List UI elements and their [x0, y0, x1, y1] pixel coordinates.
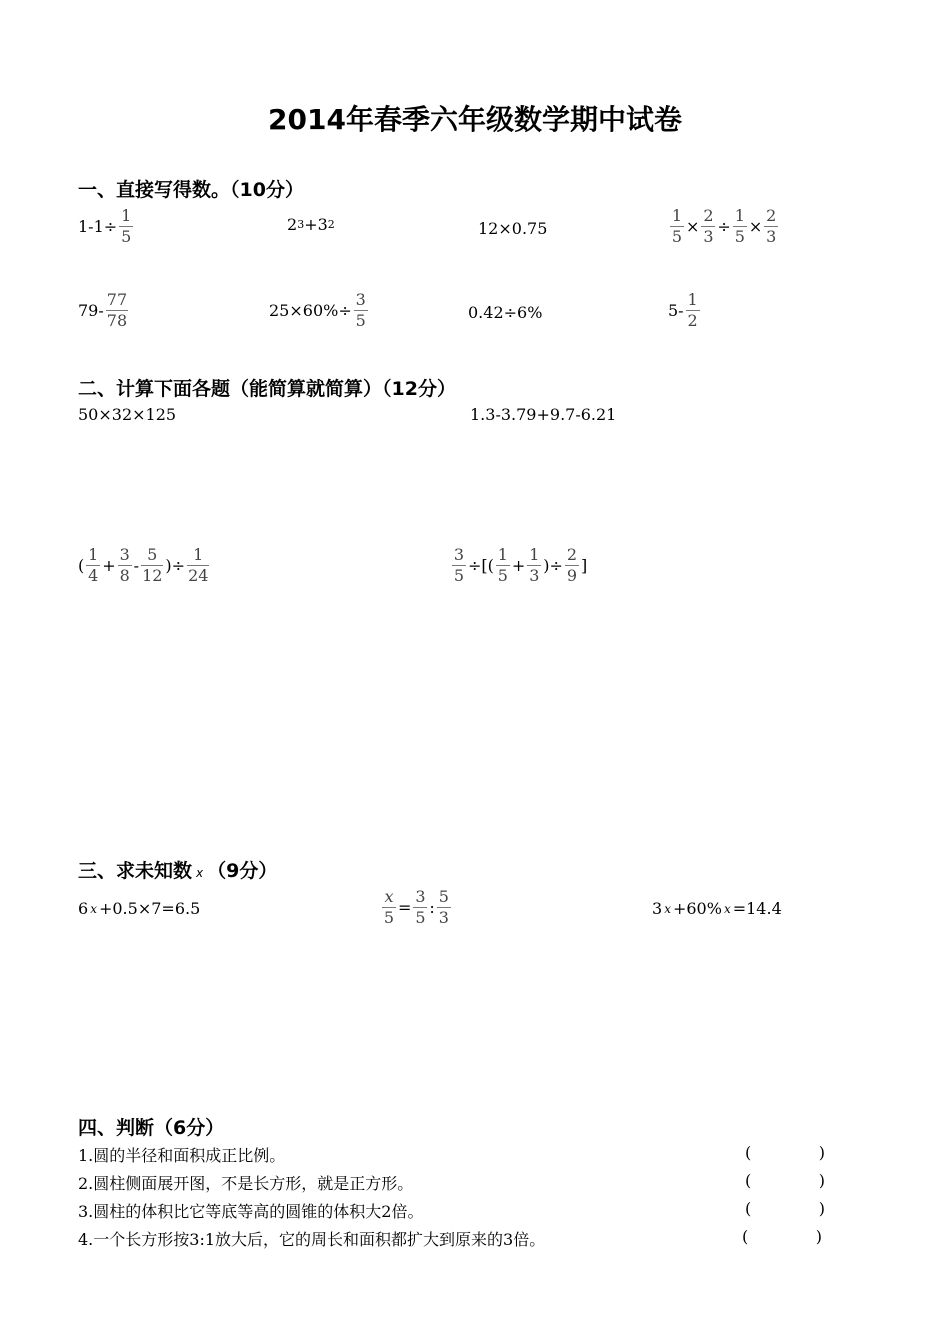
section-3-heading-var: x	[196, 866, 204, 880]
q2-d-fraction-3	[527, 546, 541, 585]
q2-d-fraction-2	[496, 546, 510, 585]
numerator: 1	[734, 206, 745, 225]
q2-c-op1: +	[102, 556, 116, 575]
denominator: 3	[529, 566, 540, 585]
q2-c-lparen: (	[78, 556, 85, 575]
q2-c	[78, 546, 211, 585]
denominator: 9	[566, 566, 578, 585]
q1-f-text: 25×60%÷	[269, 301, 352, 320]
q2-d	[450, 546, 587, 585]
page-title: 2014年春季六年级数学期中试卷	[268, 103, 682, 136]
paren-open: (	[745, 1143, 752, 1162]
section-3-heading-prefix: 三、求未知数	[78, 860, 193, 882]
numerator: 1	[121, 206, 132, 225]
q1-h	[668, 291, 702, 330]
q1-d-op2: ÷	[717, 217, 731, 236]
q1-b-exp2: 2	[327, 218, 335, 231]
denominator: 3	[766, 227, 777, 246]
section-3-heading-suffix: （9分）	[207, 860, 278, 882]
paren-close: )	[815, 1227, 822, 1246]
numerator: 1	[88, 545, 99, 564]
denominator: 5	[355, 311, 366, 330]
q3-c-t1: 3	[652, 899, 663, 918]
q2-d-op2: +	[511, 556, 526, 575]
judgment-answer-3[interactable]	[745, 1199, 825, 1218]
q2-a-text: 50×32×125	[78, 405, 177, 424]
q3-a-var: x	[90, 901, 97, 916]
paren-close: )	[818, 1171, 825, 1190]
q3-a-t1: 6	[78, 899, 89, 918]
q2-d-op1: ÷[(	[468, 556, 494, 575]
paren-open: (	[745, 1171, 752, 1190]
denominator: 4	[88, 566, 99, 585]
q3-b-eq: =	[398, 898, 412, 917]
numerator: 1	[497, 545, 508, 564]
q1-f	[269, 291, 370, 330]
q1-b-exp1: 3	[297, 218, 305, 231]
q2-c-op2: -	[133, 556, 140, 575]
denominator: 2	[687, 311, 698, 330]
q1-b-base2: 3	[317, 215, 328, 234]
paren-close: )	[818, 1199, 825, 1218]
q2-c-fraction-2	[118, 546, 132, 585]
q1-g-text: 0.42÷6%	[468, 303, 543, 322]
judgment-item-2: 2.圆柱侧面展开图，不是长方形，就是正方形。	[78, 1174, 414, 1193]
denominator: 5	[415, 908, 426, 927]
q1-c-text: 12×0.75	[478, 219, 548, 238]
numerator: 3	[453, 545, 465, 564]
q2-c-fraction-1	[86, 546, 100, 585]
q3-a-t2: +0.5×7=6.5	[98, 899, 201, 918]
q1-a	[78, 207, 135, 246]
numerator: 3	[355, 290, 366, 309]
section-3-heading	[78, 856, 277, 883]
q1-d-fraction-3	[733, 207, 747, 246]
judgment-answer-2[interactable]	[745, 1171, 825, 1190]
denominator: 5	[734, 227, 745, 246]
q2-a	[78, 405, 176, 424]
numerator: 2	[766, 206, 777, 225]
paren-open: (	[745, 1199, 752, 1218]
q2-c-rparen: )÷	[165, 556, 186, 575]
denominator: 5	[383, 908, 395, 927]
q1-b-base1: 2	[287, 215, 298, 234]
q3-c-var1: x	[664, 901, 671, 916]
numerator: 5	[438, 887, 449, 906]
q3-b-fraction-1	[382, 888, 396, 927]
q2-c-fraction-3	[141, 546, 163, 585]
q3-b-colon: :	[429, 898, 435, 917]
q1-d-op3: ×	[748, 217, 763, 236]
q1-d	[668, 207, 780, 246]
q2-c-fraction-4	[187, 546, 209, 585]
numerator: 1	[687, 290, 698, 309]
q3-c-t2: +60%	[672, 899, 722, 918]
q1-d-fraction-4	[764, 207, 778, 246]
denominator: 3	[438, 908, 449, 927]
q2-b	[470, 405, 616, 424]
q1-e	[78, 291, 130, 330]
numerator: 2	[566, 545, 578, 564]
numerator: x	[384, 887, 394, 906]
numerator: 1	[529, 545, 540, 564]
numerator: 5	[147, 545, 158, 564]
q2-d-fraction-4	[565, 546, 579, 585]
judgment-answer-1[interactable]	[745, 1143, 825, 1162]
paren-close: )	[818, 1143, 825, 1162]
q3-a	[78, 899, 200, 918]
judgment-item-1: 1.圆的半径和面积成正比例。	[78, 1146, 286, 1165]
q3-c	[652, 899, 782, 918]
denominator: 3	[703, 227, 714, 246]
q2-b-text: 1.3-3.79+9.7-6.21	[470, 405, 617, 424]
numerator: 77	[106, 290, 128, 309]
denominator: 24	[188, 566, 209, 585]
q3-b-fraction-3	[437, 888, 451, 927]
q1-d-fraction-2	[701, 207, 715, 246]
denominator: 5	[497, 566, 508, 585]
q3-c-t3: =14.4	[732, 899, 782, 918]
paren-open: (	[742, 1227, 749, 1246]
denominator: 8	[119, 566, 130, 585]
numerator: 1	[671, 206, 683, 225]
q1-d-op1: ×	[686, 217, 700, 236]
q1-a-fraction	[119, 207, 133, 246]
denominator: 5	[671, 227, 683, 246]
q2-d-op3: )÷	[543, 556, 563, 575]
numerator: 1	[193, 545, 204, 564]
q1-b-plus: +	[304, 215, 318, 234]
q1-h-fraction	[686, 291, 700, 330]
q1-e-text: 79-	[78, 301, 104, 320]
q1-a-text: 1-1÷	[78, 217, 118, 236]
q1-h-text: 5-	[668, 301, 684, 320]
judgment-answer-4[interactable]	[742, 1227, 822, 1246]
q1-d-fraction-1	[670, 207, 684, 246]
q2-d-fraction-1	[452, 546, 466, 585]
section-2-heading: 二、计算下面各题（能简算就简算）（12分）	[78, 378, 456, 400]
judgment-item-3: 3.圆柱的体积比它等底等高的圆锥的体积大2倍。	[78, 1202, 424, 1221]
q1-f-fraction	[354, 291, 368, 330]
denominator: 12	[142, 566, 163, 585]
numerator: 3	[415, 887, 426, 906]
section-1-heading: 一、直接写得数。（10分）	[78, 179, 304, 201]
q1-g	[468, 303, 542, 322]
denominator: 5	[453, 566, 465, 585]
section-4-heading: 四、判断（6分）	[78, 1117, 225, 1139]
denominator: 78	[106, 311, 128, 330]
q3-c-var2: x	[723, 901, 731, 916]
judgment-item-4: 4.一个长方形按3:1放大后，它的周长和面积都扩大到原来的3倍。	[78, 1230, 546, 1249]
q3-b-fraction-2	[413, 888, 427, 927]
q3-b	[380, 888, 453, 927]
q1-c	[478, 219, 547, 238]
q2-d-end: ]	[580, 556, 588, 575]
denominator: 5	[121, 227, 132, 246]
q1-e-fraction	[106, 291, 128, 330]
q1-b	[287, 215, 335, 234]
numerator: 2	[703, 206, 714, 225]
numerator: 3	[119, 545, 130, 564]
